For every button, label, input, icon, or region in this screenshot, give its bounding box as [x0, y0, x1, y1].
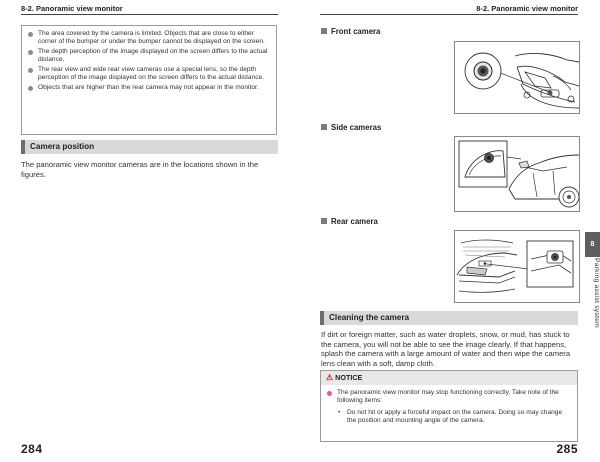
- cleaning-camera-text: If dirt or foreign matter, such as water droplets, snow, or mud, has stuck to the camera, you will not be able to see the image clearly. If that happens, splash the camera with a large amount of water and then wipe the camera lens clean with a soft, damp cloth.: [321, 330, 571, 368]
- right-page-number: 285: [556, 442, 578, 456]
- caution-item: Objects that are higher than the rear camera may not appear in the monitor.: [28, 84, 271, 92]
- caution-box: [21, 25, 277, 135]
- notice-sub-item: • Do not hit or apply a forceful impact on the camera. Doing so may change the position and mounting angle of the camera.: [338, 408, 563, 424]
- side-cameras-label: Side cameras: [321, 123, 381, 132]
- side-camera-figure: [454, 136, 580, 212]
- caution-item: The area covered by the camera is limited. Objects that are close to either corner of the bumper or under the bumper cannot be displayed on the screen.: [28, 30, 271, 47]
- bullet-icon: [28, 50, 33, 55]
- rear-camera-illustration: [455, 231, 579, 302]
- notice-body: [321, 385, 577, 425]
- camera-position-text: The panoramic view monitor cameras are in the locations shown in the figures.: [21, 160, 259, 179]
- square-bullet-icon: [321, 218, 327, 224]
- left-page-header: 8-2. Panoramic view monitor: [21, 4, 123, 13]
- notice-item: The panoramic view monitor may stop functioning correctly. Take note of the following items:: [327, 389, 572, 406]
- chapter-tab[interactable]: 8: [585, 232, 600, 257]
- square-bullet-icon: [321, 28, 327, 34]
- left-page-number: 284: [21, 442, 43, 456]
- square-bullet-icon: [321, 124, 327, 130]
- rear-camera-figure: [454, 230, 580, 303]
- bullet-icon: [28, 86, 33, 91]
- notice-header: ⚠ NOTICE: [321, 371, 577, 385]
- camera-position-heading: Camera position: [21, 140, 278, 154]
- rear-camera-label: Rear camera: [321, 217, 378, 226]
- bullet-icon: [327, 391, 332, 396]
- sub-bullet: •: [338, 408, 341, 416]
- front-camera-figure: [454, 41, 580, 114]
- cleaning-camera-heading: Cleaning the camera: [320, 311, 578, 325]
- chapter-tab-label: Parking assist system: [593, 258, 600, 328]
- left-header-rule: [21, 14, 278, 15]
- side-camera-illustration: [455, 137, 579, 211]
- caution-item: The rear view and wide rear view cameras use a special lens, so the depth perception of the image displayed on the screen differs to the actual distance.: [28, 66, 271, 83]
- warning-triangle-icon: ⚠: [326, 373, 334, 382]
- bullet-icon: [28, 32, 33, 37]
- notice-box: [320, 370, 578, 442]
- right-header-rule: [320, 14, 578, 15]
- front-camera-illustration: [455, 42, 579, 113]
- bullet-icon: [28, 68, 33, 73]
- caution-item: The depth perception of the image displayed on the screen differs to the actual distance.: [28, 48, 271, 65]
- front-camera-label: Front camera: [321, 27, 380, 36]
- right-page-header: 8-2. Panoramic view monitor: [476, 4, 578, 13]
